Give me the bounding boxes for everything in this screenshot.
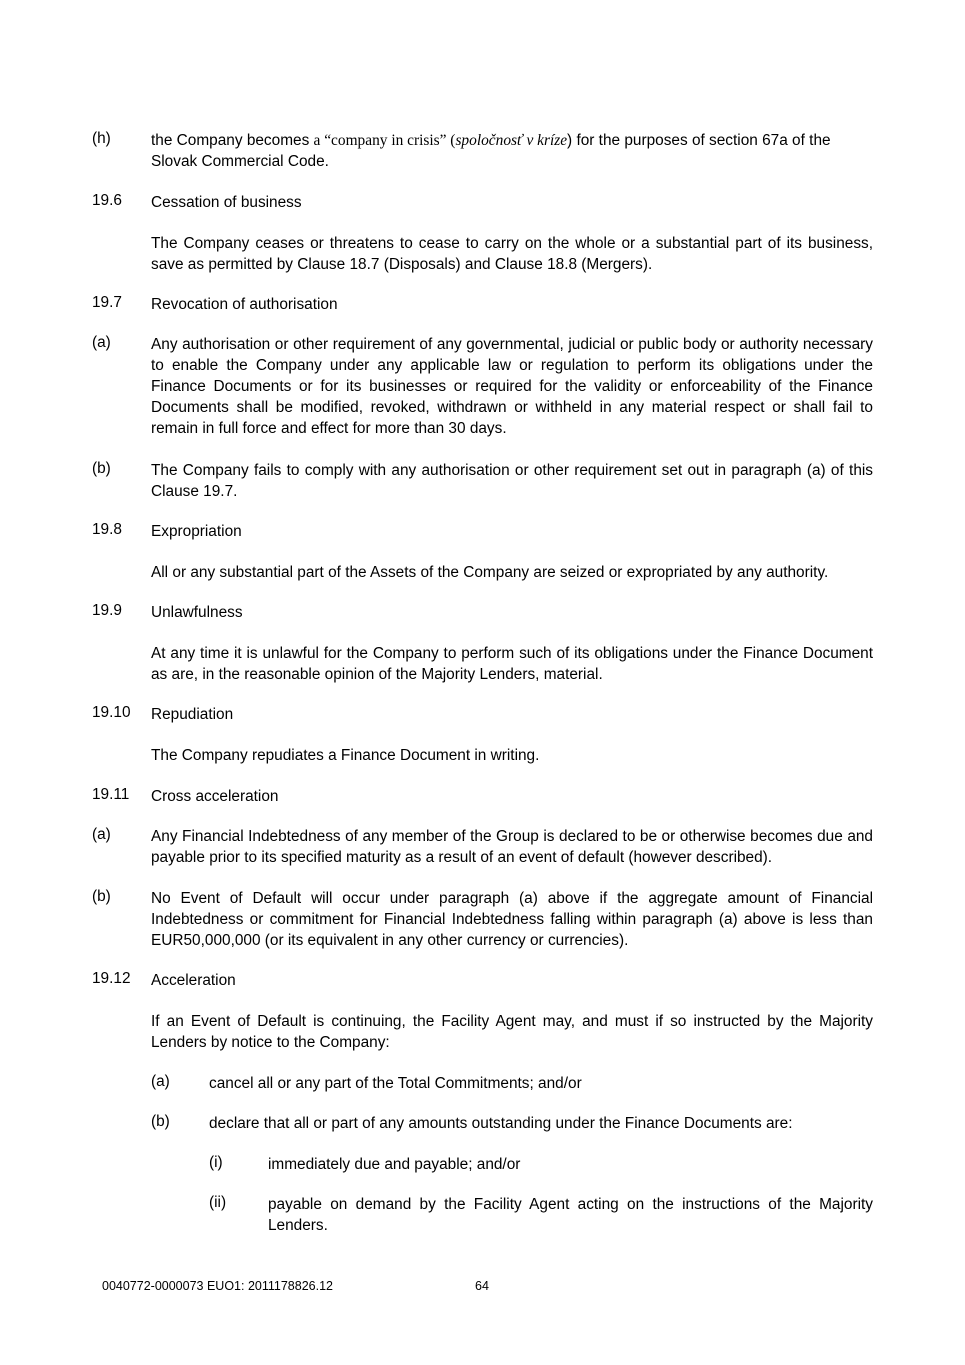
clause-body: The Company repudiates a Finance Document in writing. — [151, 747, 540, 764]
clause-number: 19.6 — [92, 192, 122, 209]
clause-heading: Acceleration — [151, 972, 236, 989]
clause-number: 19.10 — [92, 704, 131, 721]
clause-heading: Expropriation — [151, 523, 242, 540]
clause-h-text: the Company becomes a “company in crisis” (spoločnosť v kríze) for the purposes of section 67a of the Slovak Commercial Code. — [151, 132, 831, 170]
clause-number: 19.8 — [92, 521, 122, 538]
paragraph-number: (b) — [151, 1113, 170, 1130]
footer-page-number: 64 — [475, 1279, 489, 1293]
clause-body: The Company ceases or threatens to cease to carry on the whole or a substantial part of its business, save as permitted by Clause 18.7 (Disposals) and Clause 18.8 (Mergers). — [151, 235, 873, 273]
paragraph-number: (b) — [92, 460, 111, 477]
clause-heading: Unlawfulness — [151, 604, 243, 621]
clause-body: At any time it is unlawful for the Company to perform such of its obligations under the Finance Document as are, in the reasonable opinion of the Majority Lenders, material. — [151, 645, 873, 683]
clause-number: 19.12 — [92, 970, 131, 987]
paragraph-number: (a) — [151, 1073, 170, 1090]
clause-body: All or any substantial part of the Assets of the Company are seized or expropriated by any authority. — [151, 564, 829, 581]
clause-heading: Repudiation — [151, 706, 234, 723]
paragraph-text: The Company fails to comply with any authorisation or other requirement set out in paragraph (a) of this Clause 19.7. — [151, 462, 873, 500]
paragraph-number: (a) — [92, 826, 111, 843]
clause-heading: Cessation of business — [151, 194, 302, 211]
paragraph-text: Any Financial Indebtedness of any member of the Group is declared to be or otherwise becomes due and payable prior to its specified maturity as a result of an event of default (however described). — [151, 828, 873, 866]
clause-heading: Cross acceleration — [151, 788, 279, 805]
paragraph-text: Any authorisation or other requirement of any governmental, judicial or public body or authority necessary to enable the Company under any applicable law or regulation to perform its obligations under the Finance Documents or for its businesses or required for the validity or enforceability of the Finance Documents shall be modified, revoked, withdrawn or withheld in any material respect or shall fail to remain in full force and effect for more than 30 days. — [151, 336, 873, 437]
sub-paragraph-text: immediately due and payable; and/or — [268, 1156, 521, 1173]
clause-heading: Revocation of authorisation — [151, 296, 338, 313]
paragraph-number: (a) — [92, 334, 111, 351]
paragraph-text: cancel all or any part of the Total Commitments; and/or — [209, 1075, 582, 1092]
clause-number: 19.7 — [92, 294, 122, 311]
paragraph-text: No Event of Default will occur under paragraph (a) above if the aggregate amount of Financial Indebtedness or commitment for Financial Indebtedness falling within paragraph (a) above is less than EUR50,000,000 (or its equivalent in any other currency or currencies). — [151, 890, 873, 949]
clause-number: 19.11 — [92, 786, 130, 803]
paragraph-number: (b) — [92, 888, 111, 905]
sub-paragraph-number: (i) — [209, 1154, 223, 1171]
sub-paragraph-text: payable on demand by the Facility Agent acting on the instructions of the Majority Lenders. — [268, 1196, 873, 1234]
footer-document-reference: 0040772-0000073 EUO1: 2011178826.12 — [102, 1279, 333, 1293]
clause-number: 19.9 — [92, 602, 122, 619]
clause-h-number: (h) — [92, 130, 111, 147]
paragraph-text: declare that all or part of any amounts outstanding under the Finance Documents are: — [209, 1115, 793, 1132]
clause-body: If an Event of Default is continuing, the Facility Agent may, and must if so instructed by the Majority Lenders by notice to the Company: — [151, 1013, 873, 1051]
sub-paragraph-number: (ii) — [209, 1194, 227, 1211]
